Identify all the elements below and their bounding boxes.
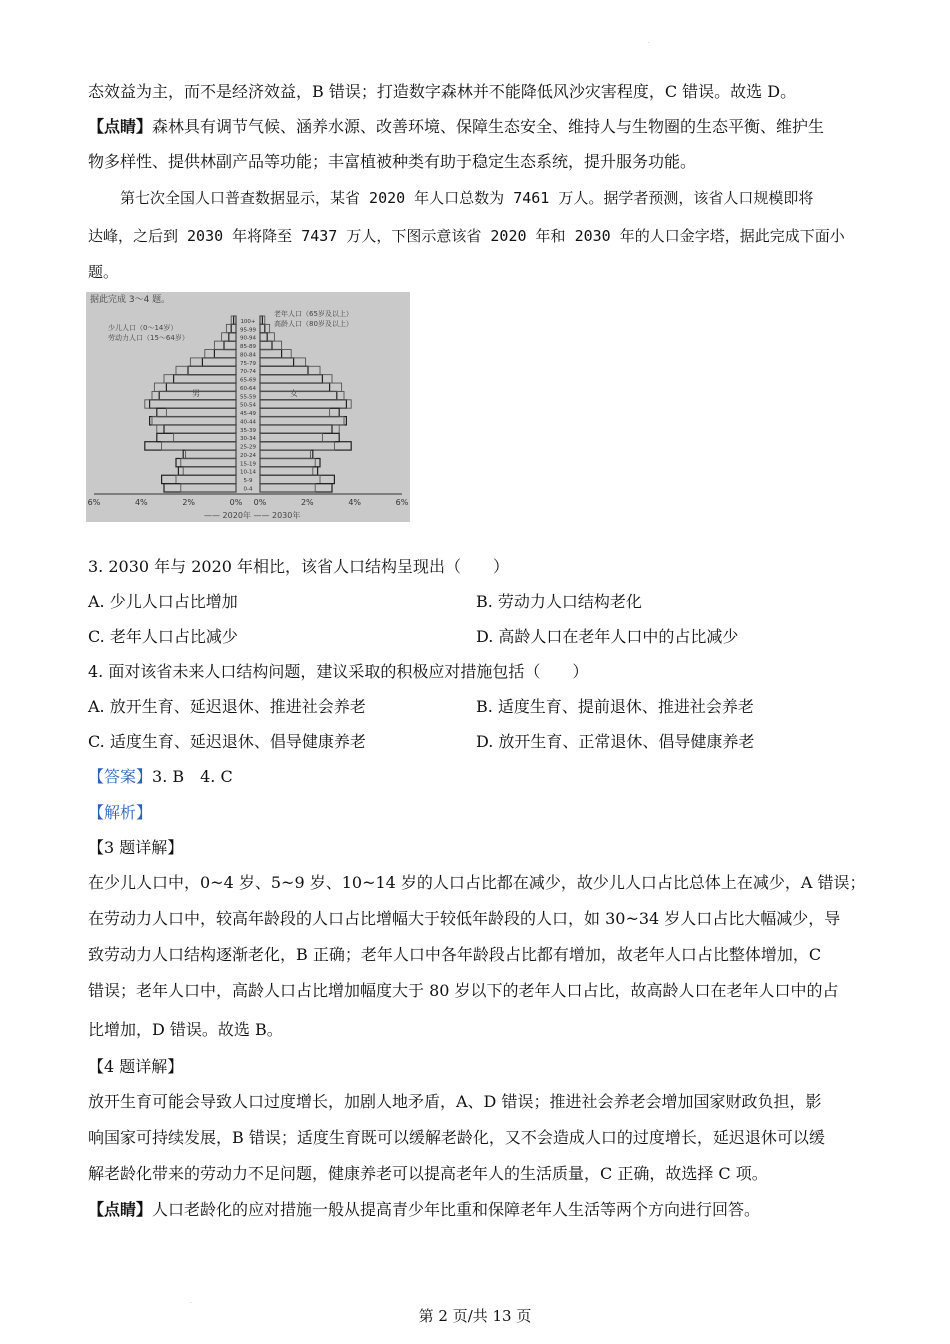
age-label: 100+ [240,318,256,325]
pyramid-bar [145,442,236,450]
pyramid-bar [152,417,236,425]
pyramid-bar [176,458,236,466]
pyramid-bar [260,408,339,416]
pyramid-bar [166,408,236,416]
pyramid-bar [224,341,236,349]
q3-option-c: C. 老年人口占比减少 [88,627,238,646]
pyramid-bar [164,425,236,433]
tip-2-text: 人口老龄化的应对措施一般从提高青少年比重和保障老年人生活等两个方向进行回答。 [152,1200,761,1219]
question-3: 3. 2030 年与 2020 年相比，该省人口结构呈现出（ ） [88,557,510,576]
q4-option-c: C. 适度生育、延迟退休、倡导健康养老 [88,732,366,751]
pyramid-bar [145,400,236,408]
age-label: 25-29 [240,444,256,451]
age-label: 65-69 [240,377,256,384]
legend-advanced-age: 高龄人口（80岁及以上） [274,320,353,328]
intro-line-2: 达峰，之后到 2030 年将降至 7437 万人，下图示意该省 2020 年和 2030 年的人口金字塔，据此完成下面小 [88,227,845,245]
age-axis-labels [240,319,256,493]
pyramid-bar [260,324,265,332]
pyramid-bar [231,324,236,332]
x-tick-label-right: 0% [253,498,267,507]
intro-line-1: 第七次全国人口普查数据显示，某省 2020 年人口总数为 7461 万人。据学者预测，该省人口规模即将 [120,189,814,207]
pyramid-bar [260,375,332,383]
pyramid-bar [166,383,236,391]
pyramid-bar [260,400,346,408]
pyramid-bar [214,350,236,358]
detail-4-line-2: 响国家可持续发展，B 错误；适度生育既可以缓解老龄化，又不会造成人口的过度增长，延迟退休可以缓 [88,1128,825,1147]
pyramid-bar [157,433,236,441]
analysis-tag: 【解析】 [88,803,153,822]
age-label: 30-34 [240,436,256,443]
pyramid-bar [260,425,332,433]
age-label: 45-49 [240,411,256,418]
age-label: 95-99 [240,327,256,334]
pyramid-bar [260,450,313,458]
label-male: 男 [192,389,200,398]
age-label: 0-4 [243,486,253,493]
age-label: 10-14 [240,469,256,476]
detail-4-heading: 【4 题详解】 [88,1057,184,1076]
pyramid-svg [86,292,410,522]
pyramid-bar [260,425,339,433]
answer-text: 3. B 4. C [152,767,233,786]
corner-mark-top: · [648,40,650,47]
tip-tag: 【点睛】 [88,117,153,136]
pyramid-bar [157,408,236,416]
pyramid-bar [260,408,330,416]
detail-3-heading: 【3 题详解】 [88,838,184,857]
detail-4-line-3: 解老龄化带来的劳动力不足问题，健康养老可以提高老年人的生活质量，C 正确，故选择 C 项。 [88,1164,768,1183]
x-tick-label-right: 2% [300,498,314,507]
tip-paragraph-line-2: 物多样性、提供林副产品等功能；丰富植被种类有助于稳定生态系统，提升服务功能。 [88,152,697,171]
pyramid-bar [183,450,236,458]
pyramid-bar [260,433,322,441]
age-label: 40-44 [240,419,256,426]
pyramid-bar [260,400,351,408]
tip-line [88,1200,760,1220]
pyramid-bar [176,366,236,374]
pyramid-bar [205,350,236,358]
detail-3-line-3: 致劳动力人口结构逐渐老化，B 正确；老年人口中各年龄段占比都有增加，故老年人口占比整体增加，C [88,945,822,964]
pyramid-bar [150,417,236,425]
pyramid-bar [150,400,236,408]
age-label: 70-74 [240,369,256,376]
pyramid-bar [260,341,282,349]
paragraph-1: 态效益为主，而不是经济效益，B 错误；打造数字森林并不能降低风沙灾害程度，C 错误。故选 D。 [88,82,797,101]
pyramid-bar [260,366,320,374]
pyramid-bar [260,442,334,450]
tip-text-1: 森林具有调节气候、涵养水源、改善环境、保障生态安全、维持人与生物圈的生态平衡、维护生 [152,117,825,136]
age-label: 20-24 [240,452,256,459]
label-female: 女 [290,389,298,398]
intro-line-3: 题。 [88,263,119,281]
figure-header: 据此完成 3～4 题。 [90,295,171,305]
detail-3-line-5: 比增加，D 错误。故选 B。 [88,1020,283,1039]
detail-3-line-1: 在少儿人口中，0~4 岁、5~9 岁、10~14 岁的人口占比都在减少，故少儿人口占比总体上在减少，A 错误； [88,873,866,892]
years-legend: —— 2020年 —— 2030年 [204,511,301,520]
pyramid-bar [260,391,344,399]
q3-option-b: B. 劳动力人口结构老化 [476,592,642,611]
corner-mark-bottom: · [190,1300,192,1307]
pyramid-bar [260,484,315,492]
age-label: 80-84 [240,352,256,359]
pyramid-bar [260,358,306,366]
pyramid-bar [260,341,272,349]
pyramid-bar [260,450,310,458]
pyramid-bar [260,391,337,399]
answer-tag: 【答案】 [88,767,153,786]
age-label: 55-59 [240,394,256,401]
x-tick-label-right: 4% [348,498,362,507]
pyramid-bar [260,350,291,358]
tip-paragraph-line-1 [88,117,824,137]
q3-option-d: D. 高龄人口在老年人口中的占比减少 [476,627,739,646]
age-label: 90-94 [240,335,256,342]
pyramid-bar [202,358,236,366]
pyramid-bar [229,333,236,341]
pyramid-bar [260,475,320,483]
pyramid-bar [181,458,236,466]
detail-3-line-4: 错误；老年人口中，高龄人口占比增加幅度大于 80 岁以下的老年人口占比，故高龄人口在老年人口中的占 [88,981,839,1000]
answer-line [88,767,233,787]
age-label: 50-54 [240,402,256,409]
pyramid-bar [162,442,236,450]
population-pyramid-figure [86,292,410,522]
pyramid-bar [186,450,236,458]
x-tick-label-left: 0% [229,498,243,507]
pyramid-bar [190,358,236,366]
age-label: 5-9 [243,478,253,485]
pyramid-bar [260,442,351,450]
page-footer: 第 2 页/共 13 页 [418,1307,532,1325]
pyramid-bar [260,350,282,358]
q3-option-a: A. 少儿人口占比增加 [88,592,238,611]
age-label: 35-39 [240,427,256,434]
age-label: 15-19 [240,461,256,468]
pyramid-bar [260,366,308,374]
pyramid-bar [260,467,318,475]
age-label: 85-89 [240,344,256,351]
pyramid-bar [260,458,320,466]
pyramid-bar [260,433,339,441]
pyramid-bar [260,358,294,366]
pyramid-bar [174,375,236,383]
legend-elderly: 老年人口（65岁及以上） [274,310,353,318]
x-axis-ticks [88,498,409,507]
pyramid-bar [157,425,236,433]
pyramid-bar [174,433,236,441]
age-label: 60-64 [240,385,256,392]
pyramid-bar [164,484,236,492]
pyramid-bar [260,333,267,341]
x-tick-label-left: 6% [87,498,101,507]
q4-option-b: B. 适度生育、提前退休、推进社会养老 [476,697,754,716]
pyramid-bar [260,375,322,383]
pyramid-bar [260,417,344,425]
question-4: 4. 面对该省未来人口结构问题，建议采取的积极应对措施包括（ ） [88,662,589,681]
q4-option-a: A. 放开生育、延迟退休、推进社会养老 [88,697,366,716]
pyramid-bar [178,467,236,475]
legend-labor: 劳动力人口（15～64岁） [108,334,189,342]
pyramid-bar [181,484,236,492]
pyramid-bar [260,475,334,483]
pyramid-bar [183,467,236,475]
detail-3-line-2: 在劳动力人口中，较高年龄段的人口占比增幅大于较低年龄段的人口，如 30~34 岁人口占比大幅减少，导 [88,909,841,928]
pyramid-bar [260,484,332,492]
pyramid-bar [176,475,236,483]
x-tick-label-left: 2% [182,498,196,507]
pyramid-bar [188,366,236,374]
pyramid-bar [162,475,236,483]
q4-option-d: D. 放开生育、正常退休、倡导健康养老 [476,732,755,751]
pyramid-bar [164,375,236,383]
tip-2-tag: 【点睛】 [88,1200,153,1219]
pyramid-bar [260,467,313,475]
pyramid-bar [214,341,236,349]
x-tick-label-right: 6% [395,498,409,507]
pyramid-bar [260,458,315,466]
age-label: 75-79 [240,360,256,367]
x-tick-label-left: 4% [134,498,148,507]
detail-4-line-1: 放开生育可能会导致人口过度增长，加剧人地矛盾，A、D 错误；推进社会养老会增加国家财政负担，影 [88,1092,822,1111]
legend-children: 少儿人口（0～14岁） [108,324,178,332]
pyramid-bar [260,417,346,425]
